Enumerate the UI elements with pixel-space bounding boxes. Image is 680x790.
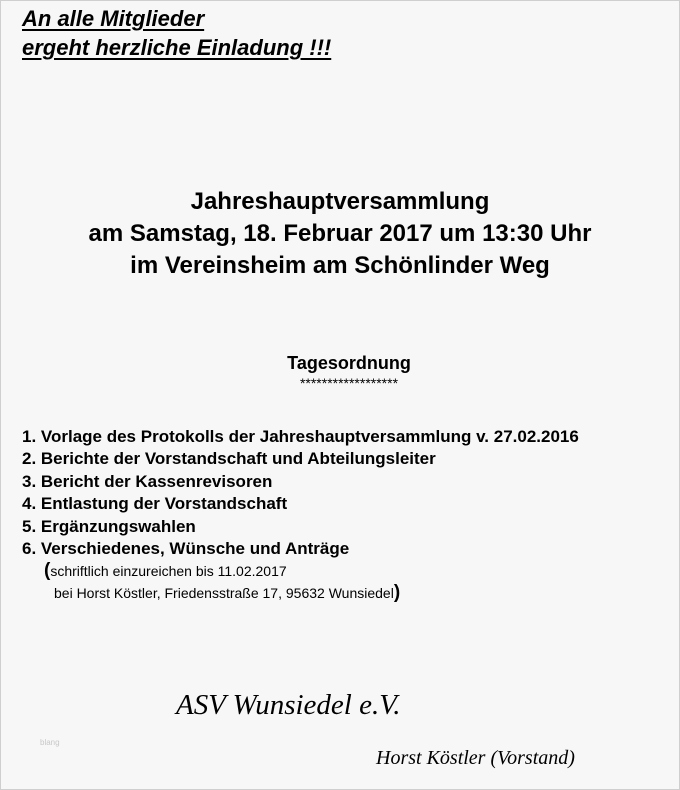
meeting-title: Jahreshauptversammlung [190,188,490,215]
meeting-announcement [0,186,680,282]
meeting-location: im Vereinsheim am Schönlinder Weg [130,252,550,279]
invitation-line-1: An alle Mitglieder [22,6,205,31]
agenda-item: 1. Vorlage des Protokolls der Jahreshauptversammlung v. 27.02.2016 [22,427,579,446]
club-name: ASV Wunsiedel e.V. [176,689,401,721]
agenda-title: Tagesordnung [287,353,411,373]
agenda-item: 5. Ergänzungswahlen [22,516,196,536]
agenda-note [44,560,400,604]
note-open-paren: ( [44,560,51,581]
agenda-item: 6. Verschiedenes, Wünsche und Anträge [22,539,350,559]
agenda-item: 4. Entlastung der Vorstandschaft [22,494,288,514]
agenda-separator: ****************** [299,375,399,391]
agenda-item: 3. Bericht der Kassenrevisoren [22,471,273,491]
agenda-item: 2. Berichte der Vorstandschaft und Abteilungsleiter [22,449,436,469]
agenda-list [22,426,579,560]
invitation-line-2: ergeht herzliche Einladung !!! [22,35,332,60]
meeting-date: am Samstag, 18. Februar 2017 um 13:30 Uhr [88,220,592,247]
signature: Horst Köstler (Vorstand) [376,747,575,769]
note-line-2: bei Horst Köstler, Friedensstraße 17, 95632 Wunsiedel [54,585,394,601]
watermark-text: blang [40,738,60,747]
invitation-heading [22,4,331,62]
note-line-1: schriftlich einzureichen bis 11.02.2017 [50,563,287,579]
note-close-paren: ) [393,582,401,603]
